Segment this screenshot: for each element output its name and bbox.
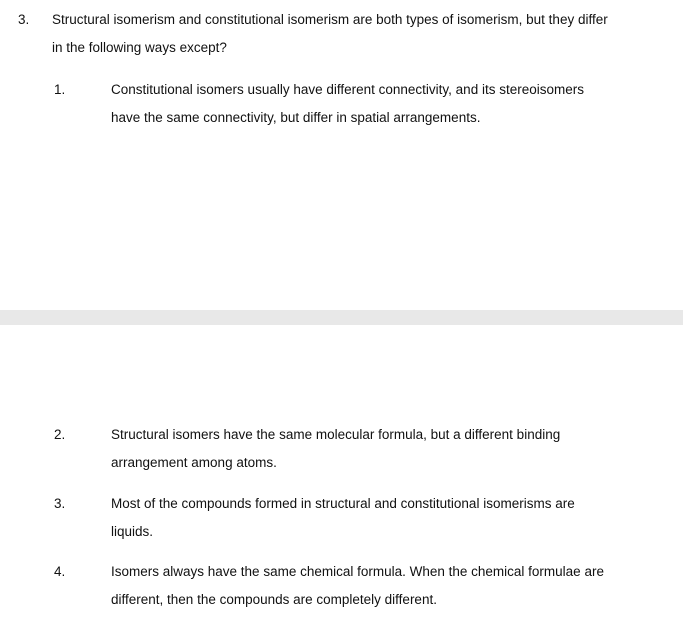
option-row-2: [0, 421, 611, 476]
option-row-4: [0, 558, 611, 613]
option-row-3: [0, 490, 611, 545]
question-number: 3.: [18, 12, 30, 27]
question-text: Structural isomerism and constitutional isomerism are both types of isomerism, but they differ in the following ways except?: [52, 12, 608, 55]
option-text-1: Constitutional isomers usually have different connectivity, and its stereoisomers have the same connectivity, but differ in spatial arrangements.: [111, 82, 584, 125]
option-text-4: Isomers always have the same chemical formula. When the chemical formulae are different, then the compounds are completely different.: [111, 564, 604, 607]
option-row-1: [0, 76, 611, 131]
option-text-2: Structural isomers have the same molecular formula, but a different binding arrangement among atoms.: [111, 427, 561, 470]
option-number-4: 4.: [54, 564, 66, 579]
option-text-3: Most of the compounds formed in structural and constitutional isomerisms are liquids.: [111, 496, 575, 539]
option-number-1: 1.: [54, 82, 66, 97]
question: [0, 6, 617, 61]
page-break-separator: [0, 310, 683, 325]
option-number-2: 2.: [54, 427, 66, 442]
option-number-3: 3.: [54, 496, 66, 511]
